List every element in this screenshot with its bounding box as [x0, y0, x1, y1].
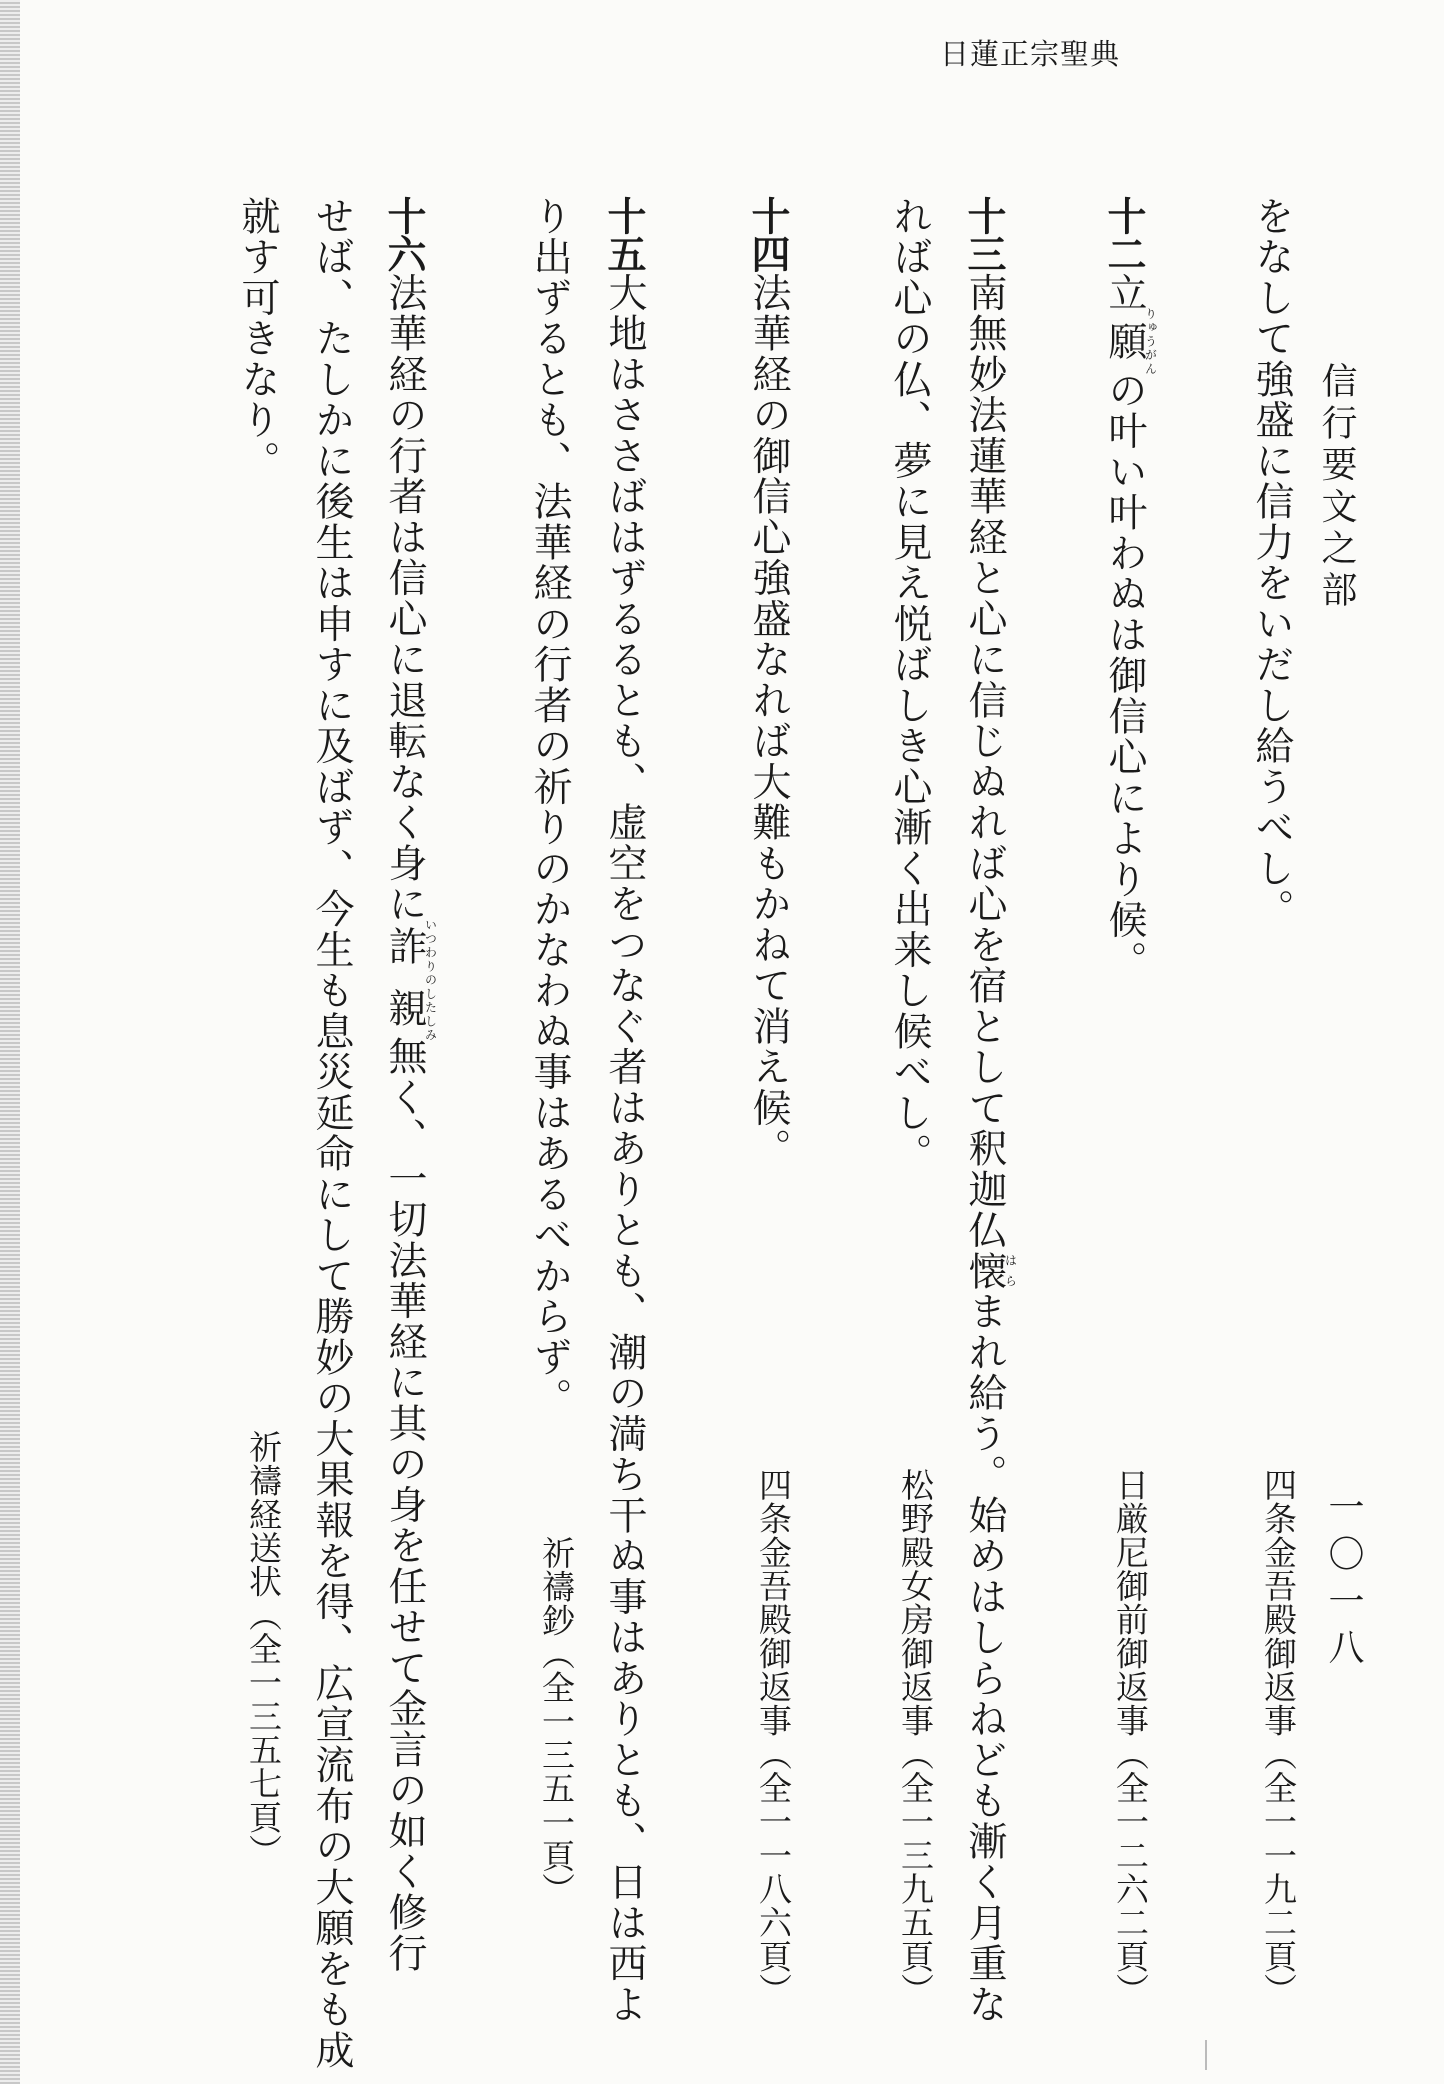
entry-12-text-a: 立 [1102, 272, 1147, 314]
entry-13-line-a: 十三南無妙法蓮華経と心に信じぬれば心を宿として釈迦仏懐はらまれ給う。始めはしらねども漸く月重な [961, 196, 1018, 2025]
citation-14: 四条金吾殿御返事（全一一八六頁） [754, 1468, 793, 2007]
entry-14: 十四法華経の御信心強盛なれば大難もかねて消え候。 [745, 196, 791, 1170]
ruby-ryugan: 願りゅうがん [1102, 307, 1158, 376]
citation-11: 四条金吾殿御返事（全一一九二頁） [1259, 1468, 1298, 2007]
binding-edge [0, 0, 20, 2084]
ruby-shitashimi: 親のしたしみ [382, 973, 438, 1043]
entry-number-12: 十二 [1101, 196, 1147, 273]
entry-number-16: 十六 [381, 196, 427, 273]
entry-12-text-b: の叶い叶わぬは御信心により候。 [1102, 369, 1147, 982]
entry-12 [1101, 196, 1158, 982]
entry-16-line-a: 十六法華経の行者は信心に退転なく身に詐いつわり親のしたしみ無く、一切法華経に其の身を任せて金言の如く修行 [381, 196, 438, 1974]
entry-16-line-b: せば、たしかに後生は申すに及ばず、今生も息災延命にして勝妙の大果報を得、広宣流布の大願をも成 [309, 196, 354, 2071]
citation-13: 松野殿女房御返事（全一三九五頁） [896, 1468, 935, 2007]
entry-13-line-b: れば心の仏、夢に見え悦ばしき心漸く出来し候べし。 [887, 196, 932, 1175]
entry-15-line-a: 十五大地はささばはずるるとも、虚空をつなぐ者はありとも、潮の満ち干ぬ事はありとも、日は西よ [601, 196, 647, 2025]
page-number: 一〇一八 [1323, 1488, 1364, 1676]
entry-16-line-c: 就す可きなり。 [235, 196, 280, 482]
ruby-itsuwari: 詐いつわり [382, 918, 438, 974]
entry-11-line: をなして強盛に信力をいだし給うべし。 [1249, 196, 1294, 930]
entry-number-13: 十三 [961, 196, 1007, 273]
running-title: 日蓮正宗聖典 [940, 37, 1121, 71]
ruby-hara: 懐はら [962, 1250, 1018, 1292]
citation-15: 祈禱鈔（全一三五一頁） [537, 1536, 576, 1907]
citation-12: 日厳尼御前御返事（全一二六二頁） [1111, 1468, 1150, 2007]
entry-number-15: 十五 [601, 196, 647, 273]
citation-16: 祈禱経送状（全一三五七頁） [244, 1430, 283, 1868]
entry-15-line-b: り出ずるとも、法華経の行者の祈りのかなわぬ事はあるべからず。 [527, 196, 572, 1419]
page-mark [1205, 2040, 1207, 2070]
entry-number-14: 十四 [745, 196, 791, 273]
section-title: 信行要文之部 [1316, 362, 1357, 613]
